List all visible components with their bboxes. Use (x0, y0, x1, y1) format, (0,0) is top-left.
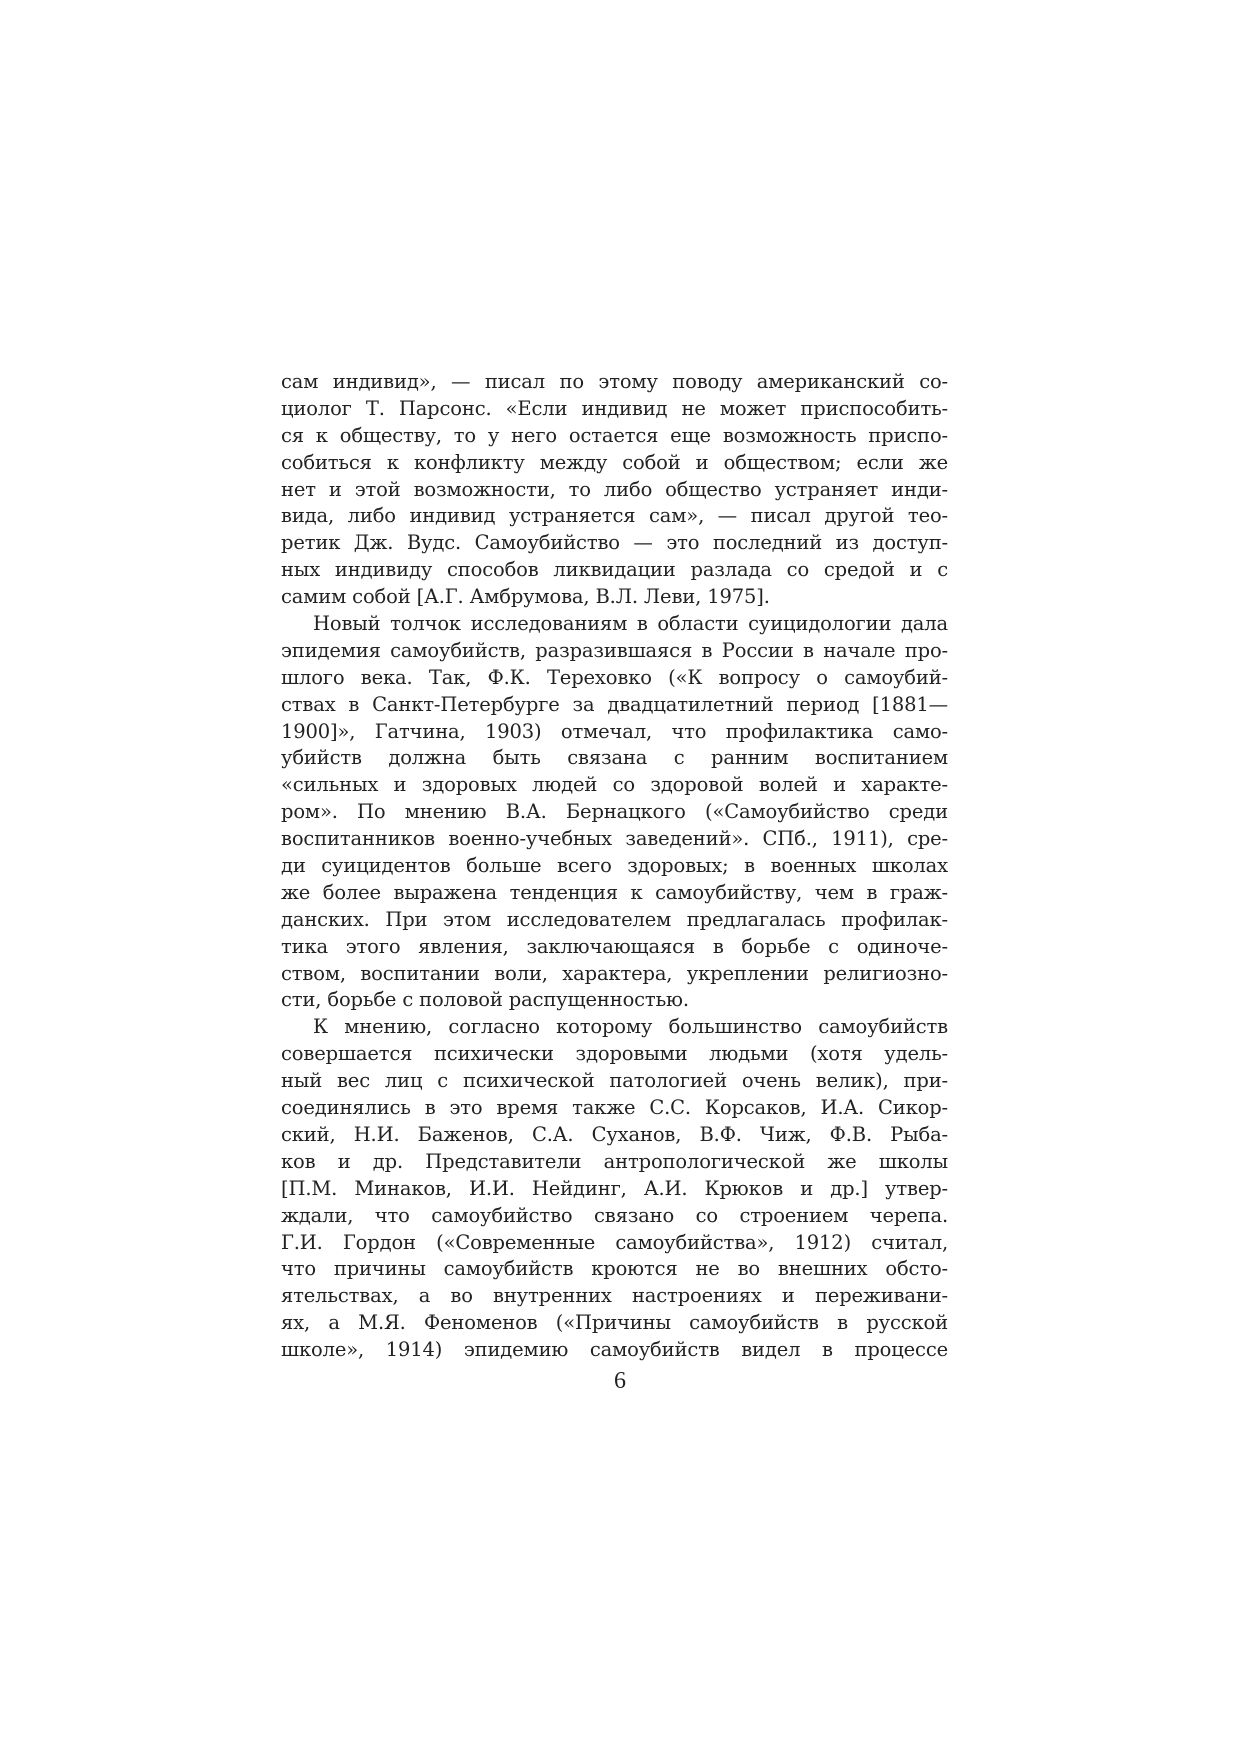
text-line: совершается психически здоровыми людьми (хотя удель- (281, 1042, 948, 1066)
text-line: вида, либо индивид устраняется сам», — писал другой тео- (281, 504, 948, 528)
text-line: ных индивиду способов ликвидации разлада со средой и с (281, 558, 948, 582)
page-number: 6 (614, 1368, 626, 1394)
text-line: ся к обществу, то у него остается еще возможность приспо- (281, 423, 948, 447)
text-line: Новый толчок исследованиям в области суицидологии дала (313, 612, 948, 636)
text-line: эпидемия самоубийств, разразившаяся в России в начале про- (281, 638, 948, 662)
text-line: ях, а М.Я. Феноменов («Причины самоубийств в русской (281, 1311, 948, 1335)
text-line: ждали, что самоубийство связано со строением черепа. (281, 1203, 948, 1227)
text-line: циолог Т. Парсонс. «Если индивид не может приспособить- (281, 396, 948, 420)
text-line: ный вес лиц с психической патологией очень велик), при- (281, 1069, 948, 1093)
text-line: ром». По мнению В.А. Бернацкого («Самоубийство среди (281, 800, 948, 824)
text-line: шлого века. Так, Ф.К. Тереховко («К вопросу о самоубий- (281, 665, 948, 689)
text-line: 1900]», Гатчина, 1903) отмечал, что профилактика само- (281, 719, 948, 743)
text-line: что причины самоубийств кроются не во внешних обсто- (281, 1257, 948, 1281)
text-line: ков и др. Представители антропологической же школы (281, 1149, 948, 1173)
text-line: ский, Н.И. Баженов, С.А. Суханов, В.Ф. Чиж, Ф.В. Рыба- (281, 1122, 948, 1146)
text-line: данских. При этом исследователем предлагалась профилак- (281, 907, 948, 931)
text-line: сам индивид», — писал по этому поводу американский со- (281, 370, 948, 393)
text-line: убийств должна быть связана с ранним воспитанием (281, 746, 948, 770)
text-line: нет и этой возможности, то либо общество устраняет инди- (281, 477, 948, 501)
text-line: воспитанников военно-учебных заведений». СПб., 1911), сре- (281, 827, 948, 851)
text-line: тика этого явления, заключающаяся в борьбе с одиноче- (281, 934, 948, 958)
text-line: ретик Дж. Вудс. Самоубийство — это последний из доступ- (281, 531, 948, 555)
text-line: ятельствах, а во внутренних настроениях и переживани- (281, 1284, 948, 1308)
text-line: ством, воспитании воли, характера, укреплении религиозно- (281, 961, 948, 985)
text-line: соединялись в это время также С.С. Корсаков, И.А. Сикор- (281, 1096, 948, 1120)
text-line: же более выражена тенденция к самоубийству, чем в граж- (281, 880, 948, 904)
text-line: Г.И. Гордон («Современные самоубийства», 1912) считал, (281, 1230, 948, 1254)
text-line: [П.М. Минаков, И.И. Нейдинг, А.И. Крюков и др.] утвер- (281, 1176, 948, 1200)
text-line: ди суицидентов больше всего здоровых; в военных школах (281, 854, 948, 878)
text-line: ствах в Санкт-Петербурге за двадцатилетний период [1881— (281, 692, 948, 716)
text-line: школе», 1914) эпидемию самоубийств видел в процессе (281, 1338, 948, 1362)
text-line: собиться к конфликту между собой и обществом; если же (281, 450, 948, 474)
text-line: самим собой [А.Г. Амбрумова, В.Л. Леви, 1975]. (281, 585, 770, 609)
text-line: К мнению, согласно которому большинство самоубийств (313, 1015, 948, 1039)
text-line: сти, борьбе с половой распущенностью. (281, 988, 689, 1012)
body-text (281, 369, 948, 1364)
text-line: «сильных и здоровых людей со здоровой волей и характе- (281, 773, 948, 797)
